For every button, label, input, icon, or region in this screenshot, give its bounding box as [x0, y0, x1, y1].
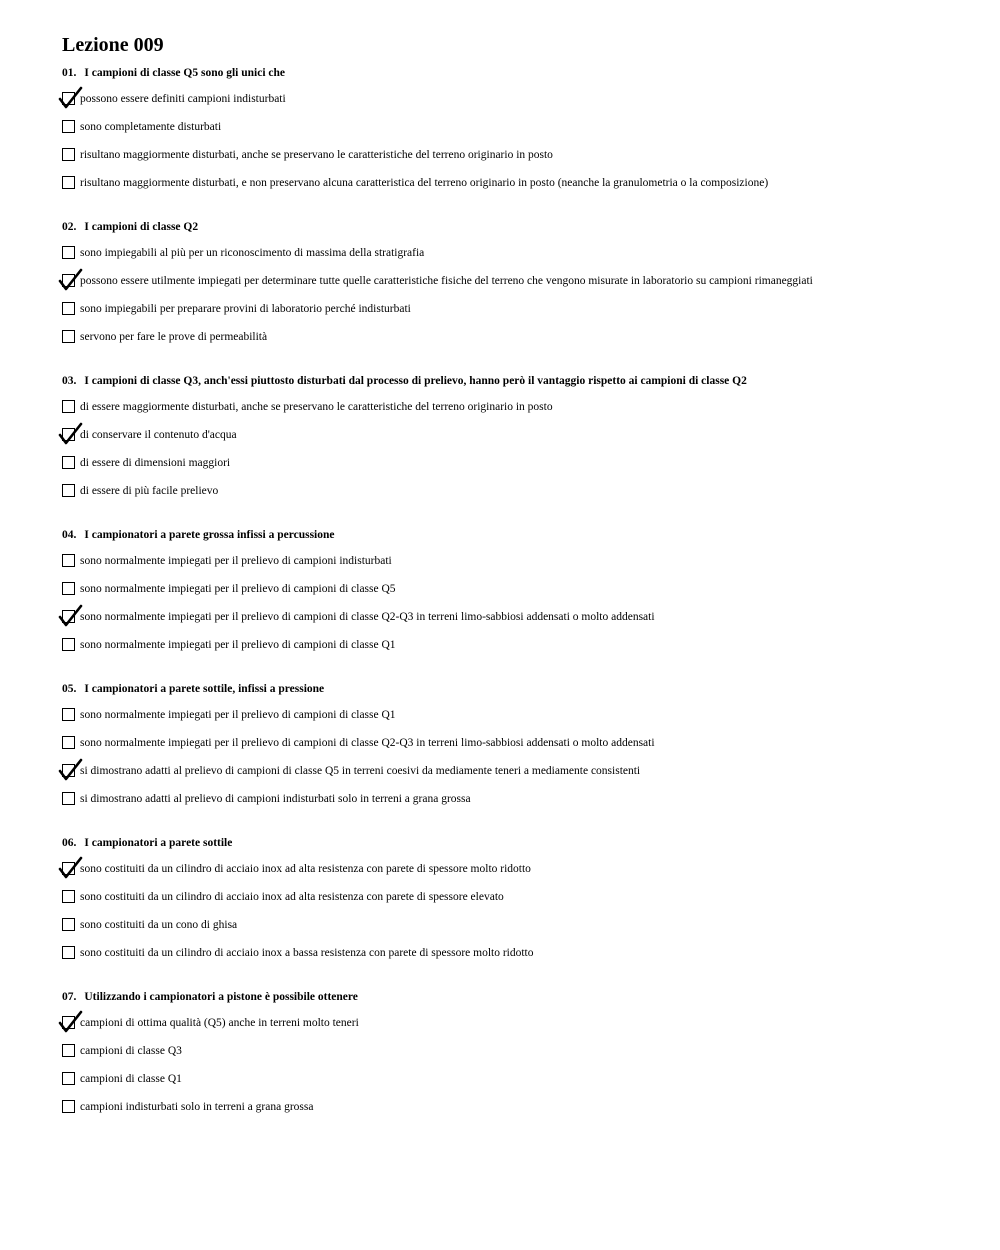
answer-option[interactable]: [62, 1072, 982, 1100]
option-text: risultano maggiormente disturbati, anche se preservano le caratteristiche del terreno originario in posto: [80, 149, 553, 161]
answer-option[interactable]: [62, 946, 982, 974]
option-text: sono normalmente impiegati per il prelievo di campioni di classe Q1: [80, 709, 396, 721]
answer-option[interactable]: [62, 92, 982, 120]
question-block: [62, 682, 982, 820]
answer-option[interactable]: [62, 610, 982, 638]
checkbox[interactable]: [62, 246, 75, 259]
checkbox[interactable]: [62, 120, 75, 133]
question-block: [62, 990, 982, 1128]
answer-option[interactable]: [62, 176, 982, 204]
answer-option[interactable]: [62, 330, 982, 358]
answer-option[interactable]: [62, 302, 982, 330]
checkbox[interactable]: [62, 1100, 75, 1113]
question-number: 01.: [62, 67, 77, 79]
question-text: Utilizzando i campionatori a pistone è possibile ottenere: [84, 991, 358, 1003]
answer-option[interactable]: [62, 736, 982, 764]
answer-option[interactable]: [62, 554, 982, 582]
option-text: di essere maggiormente disturbati, anche se preservano le caratteristiche del terreno originario in posto: [80, 401, 553, 413]
option-text: campioni di classe Q1: [80, 1073, 182, 1085]
answer-option[interactable]: [62, 246, 982, 274]
question-text: I campioni di classe Q2: [84, 221, 199, 233]
checkbox[interactable]: [62, 638, 75, 651]
question-heading: [62, 682, 982, 696]
checkbox[interactable]: [62, 708, 75, 721]
answer-option[interactable]: [62, 708, 982, 736]
checkbox[interactable]: [62, 792, 75, 805]
option-text: sono impiegabili al più per un riconoscimento di massima della stratigrafia: [80, 247, 425, 259]
question-heading: [62, 374, 982, 388]
answer-option[interactable]: [62, 1100, 982, 1128]
checkbox[interactable]: [62, 1044, 75, 1057]
option-text: campioni di classe Q3: [80, 1045, 182, 1057]
option-text: di essere di più facile prelievo: [80, 485, 219, 497]
answer-option[interactable]: [62, 862, 982, 890]
question-number: 05.: [62, 683, 77, 695]
option-text: sono normalmente impiegati per il prelievo di campioni di classe Q2-Q3 in terreni limo-sabbiosi addensati o molto addensati: [80, 611, 655, 623]
answer-option[interactable]: [62, 148, 982, 176]
answer-option[interactable]: [62, 456, 982, 484]
checkbox[interactable]: [62, 148, 75, 161]
question-block: [62, 66, 982, 204]
question-text: I campionatori a parete sottile: [84, 837, 233, 849]
question-text: I campioni di classe Q3, anch'essi piuttosto disturbati dal processo di prelievo, hanno però il vantaggio rispetto ai campioni di classe Q2: [84, 375, 747, 387]
option-text: risultano maggiormente disturbati, e non preservano alcuna caratteristica del terreno originario in posto (neanche la granulometria o la composizione): [80, 177, 769, 189]
checkbox[interactable]: [62, 1072, 75, 1085]
option-text: sono completamente disturbati: [80, 121, 222, 133]
answer-option[interactable]: [62, 274, 982, 302]
page-title: Lezione 009: [62, 34, 164, 56]
option-text: di essere di dimensioni maggiori: [80, 457, 231, 469]
answer-option[interactable]: [62, 792, 982, 820]
checkbox[interactable]: [62, 400, 75, 413]
question-heading: [62, 528, 982, 542]
question-heading: [62, 66, 982, 80]
question-heading: [62, 220, 982, 234]
answer-option[interactable]: [62, 1016, 982, 1044]
question-heading: [62, 836, 982, 850]
checkbox[interactable]: [62, 330, 75, 343]
answer-option[interactable]: [62, 890, 982, 918]
option-text: si dimostrano adatti al prelievo di campioni indisturbati solo in terreni a grana grossa: [80, 793, 471, 805]
checkbox[interactable]: [62, 484, 75, 497]
question-block: [62, 836, 982, 974]
option-text: sono normalmente impiegati per il prelievo di campioni di classe Q5: [80, 583, 396, 595]
answer-option[interactable]: [62, 1044, 982, 1072]
question-number: 02.: [62, 221, 77, 233]
option-text: servono per fare le prove di permeabilità: [80, 331, 268, 343]
question-number: 07.: [62, 991, 77, 1003]
option-text: sono costituiti da un cilindro di acciaio inox a bassa resistenza con parete di spessore molto ridotto: [80, 947, 534, 959]
option-text: sono normalmente impiegati per il prelievo di campioni di classe Q2-Q3 in terreni limo-sabbiosi addensati o molto addensati: [80, 737, 655, 749]
answer-option[interactable]: [62, 428, 982, 456]
question-list: [62, 66, 982, 1128]
question-heading: [62, 990, 982, 1004]
option-text: sono normalmente impiegati per il prelievo di campioni di classe Q1: [80, 639, 396, 651]
document-page: [62, 32, 982, 1144]
option-text: campioni di ottima qualità (Q5) anche in terreni molto teneri: [80, 1017, 359, 1029]
checkbox[interactable]: [62, 890, 75, 903]
question-text: I campioni di classe Q5 sono gli unici che: [84, 67, 286, 79]
checkbox[interactable]: [62, 456, 75, 469]
question-block: [62, 374, 982, 512]
option-text: sono normalmente impiegati per il prelievo di campioni indisturbati: [80, 555, 392, 567]
question-block: [62, 528, 982, 666]
answer-option[interactable]: [62, 400, 982, 428]
option-text: di conservare il contenuto d'acqua: [80, 429, 237, 441]
checkbox[interactable]: [62, 302, 75, 315]
checkbox[interactable]: [62, 582, 75, 595]
checkbox[interactable]: [62, 918, 75, 931]
answer-option[interactable]: [62, 582, 982, 610]
option-text: sono costituiti da un cilindro di acciaio inox ad alta resistenza con parete di spessore molto ridotto: [80, 863, 531, 875]
option-text: possono essere definiti campioni indisturbati: [80, 93, 286, 105]
question-number: 03.: [62, 375, 77, 387]
checkbox[interactable]: [62, 946, 75, 959]
checkbox[interactable]: [62, 736, 75, 749]
answer-option[interactable]: [62, 484, 982, 512]
question-text: I campionatori a parete sottile, infissi a pressione: [84, 683, 325, 695]
question-number: 06.: [62, 837, 77, 849]
checkbox[interactable]: [62, 176, 75, 189]
question-number: 04.: [62, 529, 77, 541]
answer-option[interactable]: [62, 764, 982, 792]
checkbox[interactable]: [62, 554, 75, 567]
answer-option[interactable]: [62, 120, 982, 148]
option-text: possono essere utilmente impiegati per determinare tutte quelle caratteristiche fisiche del terreno che vengono misurate in laboratorio su campioni rimaneggiati: [80, 275, 813, 287]
option-text: sono costituiti da un cilindro di acciaio inox ad alta resistenza con parete di spessore elevato: [80, 891, 504, 903]
option-text: sono impiegabili per preparare provini di laboratorio perché indisturbati: [80, 303, 411, 315]
option-text: campioni indisturbati solo in terreni a grana grossa: [80, 1101, 314, 1113]
question-text: I campionatori a parete grossa infissi a percussione: [84, 529, 335, 541]
answer-option[interactable]: [62, 638, 982, 666]
answer-option[interactable]: [62, 918, 982, 946]
question-block: [62, 220, 982, 358]
option-text: sono costituiti da un cono di ghisa: [80, 919, 238, 931]
option-text: si dimostrano adatti al prelievo di campioni di classe Q5 in terreni coesivi da mediamente teneri a mediamente consistenti: [80, 765, 641, 777]
